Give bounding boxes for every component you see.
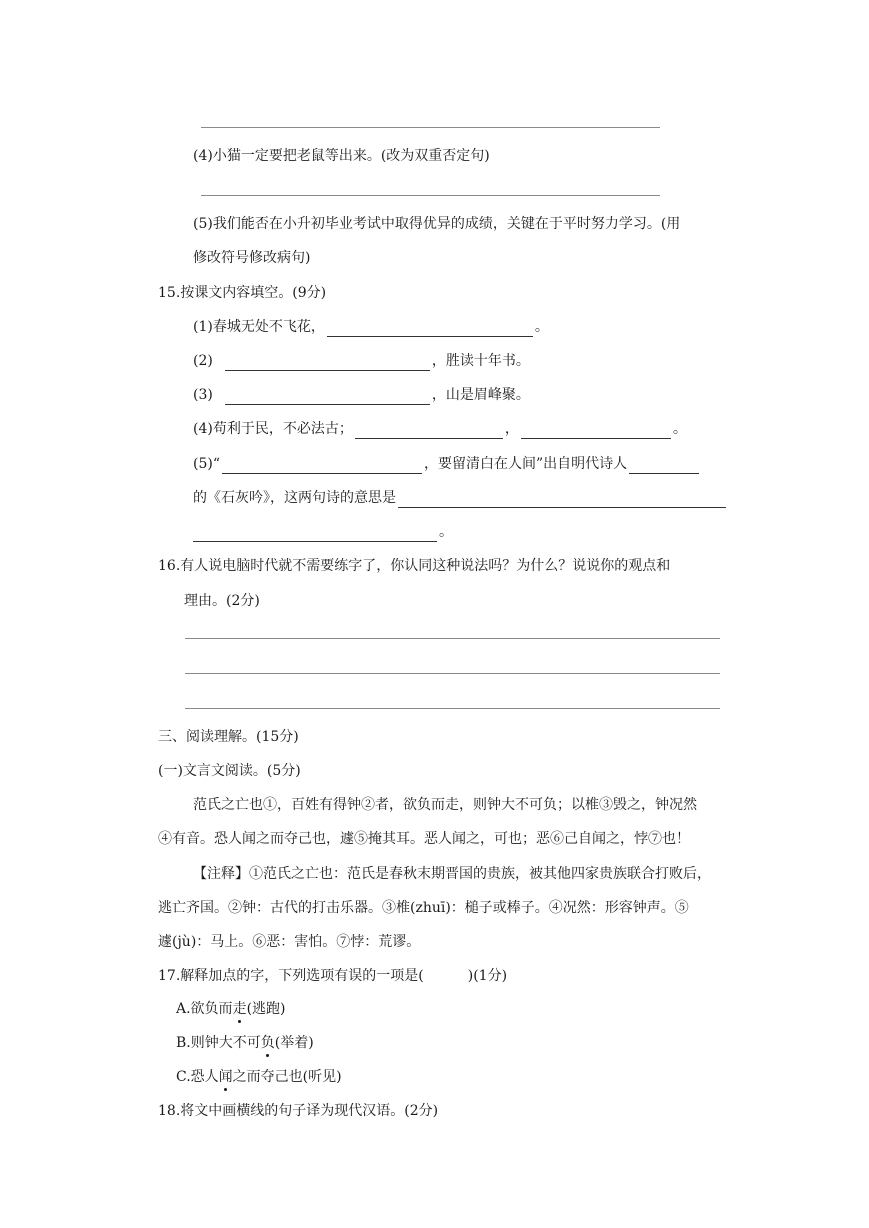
section-3-title: 三、阅读理解。(15分) [158, 729, 299, 745]
option-b-gloss: (举着) [274, 1035, 314, 1051]
q14-item-4: (4)小猫一定要把老鼠等出来。(改为双重否定句) [193, 148, 490, 164]
q15-4-comma: ， [504, 421, 519, 437]
q15-5-middle: ，要留清白在人间”出自明代诗人 [424, 456, 628, 472]
q15-line-7 [193, 522, 453, 542]
fill-blank-q15-5-poet[interactable] [629, 457, 699, 474]
q17-stem-suffix: )(1分) [467, 968, 508, 984]
q15-line-3 [193, 385, 530, 405]
option-a-text: A.欲负而 [176, 1001, 233, 1017]
answer-line-q16-3 [185, 708, 720, 709]
q15-title: 15.按课文内容填空。(9分) [158, 285, 327, 301]
q15-line-5 [193, 454, 701, 474]
q15-2-suffix: ，胜读十年书。 [431, 353, 530, 369]
q15-line-6 [193, 488, 728, 508]
notes-line-1: 【注释】①范氏之亡也：范氏是春秋末期晋国的贵族，被其他四家贵族联合打败后， [193, 866, 711, 882]
fill-blank-q15-4a[interactable] [355, 422, 503, 439]
q14-item-5-line2: 修改符号修改病句) [193, 250, 311, 266]
option-a-dotted-char: 走 [232, 1001, 247, 1017]
option-c-dotted-char: 闻 [218, 1069, 233, 1085]
q15-3-suffix: ，山是眉峰聚。 [431, 387, 530, 403]
q16-line-1: 16.有人说电脑时代就不需要练字了，你认同这种说法吗？为什么？说说你的观点和 [158, 558, 671, 574]
fill-blank-q15-5-meaning[interactable] [398, 491, 726, 508]
answer-line-q14-4 [201, 195, 660, 196]
fill-blank-q15-2[interactable] [225, 354, 430, 371]
q15-4-suffix: 。 [672, 421, 687, 437]
q16-line-2: 理由。(2分) [184, 593, 260, 609]
option-c-text: C.恐人 [176, 1069, 219, 1085]
q15-5-prefix: (5)“ [193, 456, 220, 472]
q15-1-suffix: 。 [534, 319, 549, 335]
answer-line-q16-1 [185, 638, 720, 639]
option-b-dotted-char: 负 [260, 1035, 275, 1051]
passage-line-2: ④有音。恐人闻之而夺己也，遽⑤掩其耳。恶人闻之，可也；恶⑥己自闻之，悖⑦也！ [158, 831, 690, 847]
fill-blank-q15-5a[interactable] [222, 457, 422, 474]
answer-line-q16-2 [185, 673, 720, 674]
option-b-text: B.则钟大不可 [176, 1035, 261, 1051]
fill-blank-q15-5-meaning-cont[interactable] [193, 525, 437, 542]
option-a-gloss: (逃跑) [246, 1001, 286, 1017]
q15-7-suffix: 。 [439, 524, 453, 540]
q17-stem-prefix: 17.解释加点的字，下列选项有误的一项是( [158, 968, 424, 984]
notes-line-3: 遽(jù)：马上。⑥恶：害怕。⑦悖：荒谬。 [158, 934, 421, 950]
q15-line-1 [193, 317, 549, 337]
section-3-sub-1: (一)文言文阅读。(5分) [158, 763, 301, 779]
q14-item-5-line1: (5)我们能否在小升初毕业考试中取得优异的成绩，关键在于平时努力学习。(用 [193, 216, 681, 232]
q15-1-prefix: (1)春城无处不飞花， [193, 319, 325, 335]
q15-2-prefix: (2) [193, 353, 213, 369]
q17-stem [158, 966, 507, 986]
q15-4-prefix: (4)苟利于民，不必法古； [193, 421, 353, 437]
option-c-gloss: 之而夺己也(听见) [232, 1069, 342, 1085]
fill-blank-q15-1[interactable] [327, 320, 533, 337]
notes-line-2: 逃亡齐国。②钟：古代的打击乐器。③椎(zhuī)：槌子或棒子。④况然：形容钟声。⑤ [158, 900, 689, 916]
fill-blank-q15-4b[interactable] [521, 422, 671, 439]
q17-option-a[interactable] [176, 999, 286, 1019]
q15-3-prefix: (3) [193, 387, 213, 403]
q17-option-b[interactable] [176, 1033, 314, 1053]
q15-6-prefix: 的《石灰吟》，这两句诗的意思是 [193, 490, 396, 506]
fill-blank-q15-3[interactable] [225, 388, 430, 405]
answer-line-q14-3 [201, 127, 660, 128]
q15-line-4 [193, 419, 687, 439]
passage-line-1: 范氏之亡也①，百姓有得钟②者，欲负而走，则钟大不可负；以椎③毁之，钟况然 [193, 797, 697, 813]
q18-title: 18.将文中画横线的句子译为现代汉语。(2分) [158, 1103, 439, 1119]
q15-line-2 [193, 351, 530, 371]
q17-option-c[interactable] [176, 1067, 342, 1087]
